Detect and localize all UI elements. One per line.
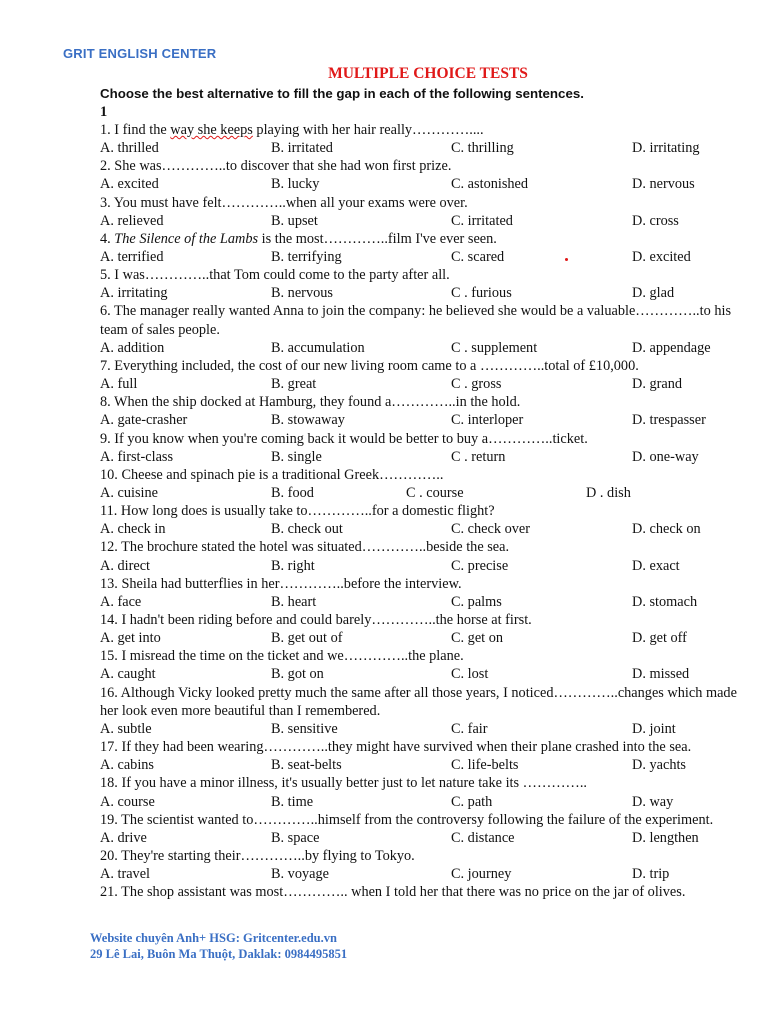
question-21: 21. The shop assistant was most………….. when I told her that there was no price on the jar of olives. [100, 884, 686, 901]
option-b: B. nervous [271, 285, 333, 302]
question-3: 3. You must have felt…………..when all your exams were over. [100, 194, 468, 211]
option-a: A. excited [100, 176, 159, 193]
option-c: C . return [451, 448, 506, 465]
option-a: A. first-class [100, 448, 174, 465]
option-a: A. terrified [100, 249, 164, 266]
option-c: C . furious [451, 285, 512, 302]
page-title: MULTIPLE CHOICE TESTS [328, 65, 528, 82]
option-b: B. got on [271, 666, 324, 683]
option-d: D. excited [632, 249, 691, 266]
option-b: B. stowaway [271, 412, 345, 429]
option-a: A. face [100, 593, 142, 610]
option-d: D. nervous [632, 176, 695, 193]
option-b: B. right [271, 557, 315, 574]
options-row-13 [100, 593, 750, 611]
option-c: C. lost [451, 666, 489, 683]
option-c: C. precise [451, 557, 509, 574]
options-row-10 [100, 484, 750, 502]
question-19: 19. The scientist wanted to…………..himself from the controversy following the failure of the experiment. [100, 811, 714, 828]
option-a: A. caught [100, 666, 156, 683]
option-b: B. sensitive [271, 720, 338, 737]
option-a: A. course [100, 793, 155, 810]
question-1: 1. I find the way she keeps playing with her hair really………….... [100, 122, 484, 138]
option-b: B. seat-belts [271, 757, 342, 774]
question-14: 14. I hadn't been riding before and could barely…………..the horse at first. [100, 612, 532, 629]
question-13: 13. Sheila had butterflies in her…………..before the interview. [100, 575, 462, 592]
question-9: 9. If you know when you're coming back it would be better to buy a…………..ticket. [100, 430, 588, 447]
option-b: B. voyage [271, 866, 329, 883]
options-row-1 [100, 139, 750, 157]
question-10: 10. Cheese and spinach pie is a traditional Greek………….. [100, 466, 444, 483]
options-row-11 [100, 520, 750, 538]
option-b: B. accumulation [271, 339, 365, 356]
options-row-15 [100, 665, 750, 683]
option-a: A. irritating [100, 285, 168, 302]
question-15: 15. I misread the time on the ticket and we…………..the plane. [100, 648, 464, 665]
option-a: A. travel [100, 866, 151, 883]
options-row-7 [100, 375, 750, 393]
option-a: A. gate-crasher [100, 412, 188, 429]
question-16: 16. Although Vicky looked pretty much the same after all those years, I noticed…………..changes which made her look even more beautiful than I remembered. [100, 684, 737, 719]
options-row-2 [100, 175, 750, 193]
option-c: C. journey [451, 866, 512, 883]
option-c: C. thrilling [451, 140, 514, 157]
set-number: 1 [100, 104, 108, 120]
question-5: 5. I was…………..that Tom could come to the party after all. [100, 267, 450, 284]
footer-website: Website chuyên Anh+ HSG: Gritcenter.edu.vn [90, 931, 337, 945]
option-d: D. irritating [632, 140, 700, 157]
question-11: 11. How long does is usually take to…………..for a domestic flight? [100, 503, 495, 520]
footer-address: 29 Lê Lai, Buôn Ma Thuột, Daklak: 0984495851 [90, 947, 348, 961]
options-row-5 [100, 284, 750, 302]
option-a: A. addition [100, 339, 165, 356]
question-17: 17. If they had been wearing…………..they might have survived when their plane crashed into the sea. [100, 739, 692, 756]
option-d: D. one-way [632, 448, 699, 465]
option-c: C. irritated [451, 212, 513, 229]
option-a: A. cabins [100, 757, 154, 774]
options-row-8 [100, 411, 750, 429]
options-row-4 [100, 248, 750, 266]
option-c: C. scared [451, 249, 505, 266]
instruction: Choose the best alternative to fill the gap in each of the following sentences. [100, 86, 584, 101]
option-c: C. astonished [451, 176, 529, 193]
option-d: D. way [632, 793, 674, 810]
question-20: 20. They're starting their…………..by flying to Tokyo. [100, 847, 415, 864]
option-c: C. palms [451, 593, 502, 610]
options-row-16 [100, 720, 750, 738]
red-mark [565, 258, 568, 261]
option-c: C. check over [451, 521, 530, 538]
option-c: C . course [406, 484, 464, 501]
option-d: D. lengthen [632, 829, 699, 846]
center-name: GRIT ENGLISH CENTER [63, 46, 217, 61]
question-6: 6. The manager really wanted Anna to join the company: he believed she would be a valuable…………..to his team of sales people. [100, 303, 732, 338]
option-a: A. relieved [100, 212, 164, 229]
option-b: B. lucky [271, 176, 320, 193]
option-c: C. interloper [451, 412, 524, 429]
option-d: D. trip [632, 866, 670, 883]
option-d: D . dish [586, 484, 631, 501]
question-12: 12. The brochure stated the hotel was situated…………..beside the sea. [100, 539, 510, 556]
option-b: B. get out of [271, 630, 343, 647]
option-d: D. missed [632, 666, 690, 683]
option-a: A. drive [100, 829, 147, 846]
option-b: B. heart [271, 593, 317, 610]
option-b: B. food [271, 484, 314, 501]
option-a: A. cuisine [100, 484, 158, 501]
question-7: 7. Everything included, the cost of our new living room came to a …………..total of £10,000. [100, 357, 639, 374]
option-c: C. fair [451, 720, 488, 737]
option-d: D. joint [632, 720, 676, 737]
options-row-14 [100, 629, 750, 647]
options-row-17 [100, 756, 750, 774]
option-c: C. path [451, 793, 493, 810]
options-row-20 [100, 865, 750, 883]
options-row-3 [100, 212, 750, 230]
option-d: D. stomach [632, 593, 698, 610]
option-d: D. yachts [632, 757, 686, 774]
option-a: A. subtle [100, 720, 152, 737]
option-a: A. get into [100, 630, 161, 647]
option-d: D. trespasser [632, 412, 706, 429]
option-d: D. glad [632, 285, 675, 302]
option-d: D. check on [632, 521, 701, 538]
option-d: D. exact [632, 557, 680, 574]
option-c: C . supplement [451, 339, 538, 356]
option-b: B. time [271, 793, 314, 810]
option-a: A. full [100, 376, 138, 393]
options-row-9 [100, 448, 750, 466]
option-b: B. irritated [271, 140, 333, 157]
question-18: 18. If you have a minor illness, it's usually better just to let nature take its ………….. [100, 775, 587, 792]
questions-list [100, 121, 750, 901]
option-a: A. thrilled [100, 140, 159, 157]
option-a: A. check in [100, 521, 166, 538]
question-2: 2. She was…………..to discover that she had won first prize. [100, 158, 452, 175]
option-d: D. cross [632, 212, 679, 229]
option-b: B. check out [271, 521, 343, 538]
option-c: C. distance [451, 829, 515, 846]
options-row-12 [100, 557, 750, 575]
option-b: B. great [271, 376, 317, 393]
option-c: C. life-belts [451, 757, 519, 774]
option-d: D. appendage [632, 339, 711, 356]
options-row-6 [100, 339, 750, 357]
option-b: B. terrifying [271, 249, 342, 266]
option-a: A. direct [100, 557, 151, 574]
option-b: B. space [271, 829, 320, 846]
option-c: C. get on [451, 630, 504, 647]
option-c: C . gross [451, 376, 502, 393]
options-row-19 [100, 829, 750, 847]
question-4: 4. The Silence of the Lambs is the most…………..film I've ever seen. [100, 230, 497, 247]
option-d: D. grand [632, 376, 683, 393]
options-row-18 [100, 793, 750, 811]
option-b: B. single [271, 448, 322, 465]
option-b: B. upset [271, 212, 318, 229]
question-8: 8. When the ship docked at Hamburg, they found a…………..in the hold. [100, 394, 521, 411]
footer [90, 930, 347, 962]
option-d: D. get off [632, 630, 687, 647]
